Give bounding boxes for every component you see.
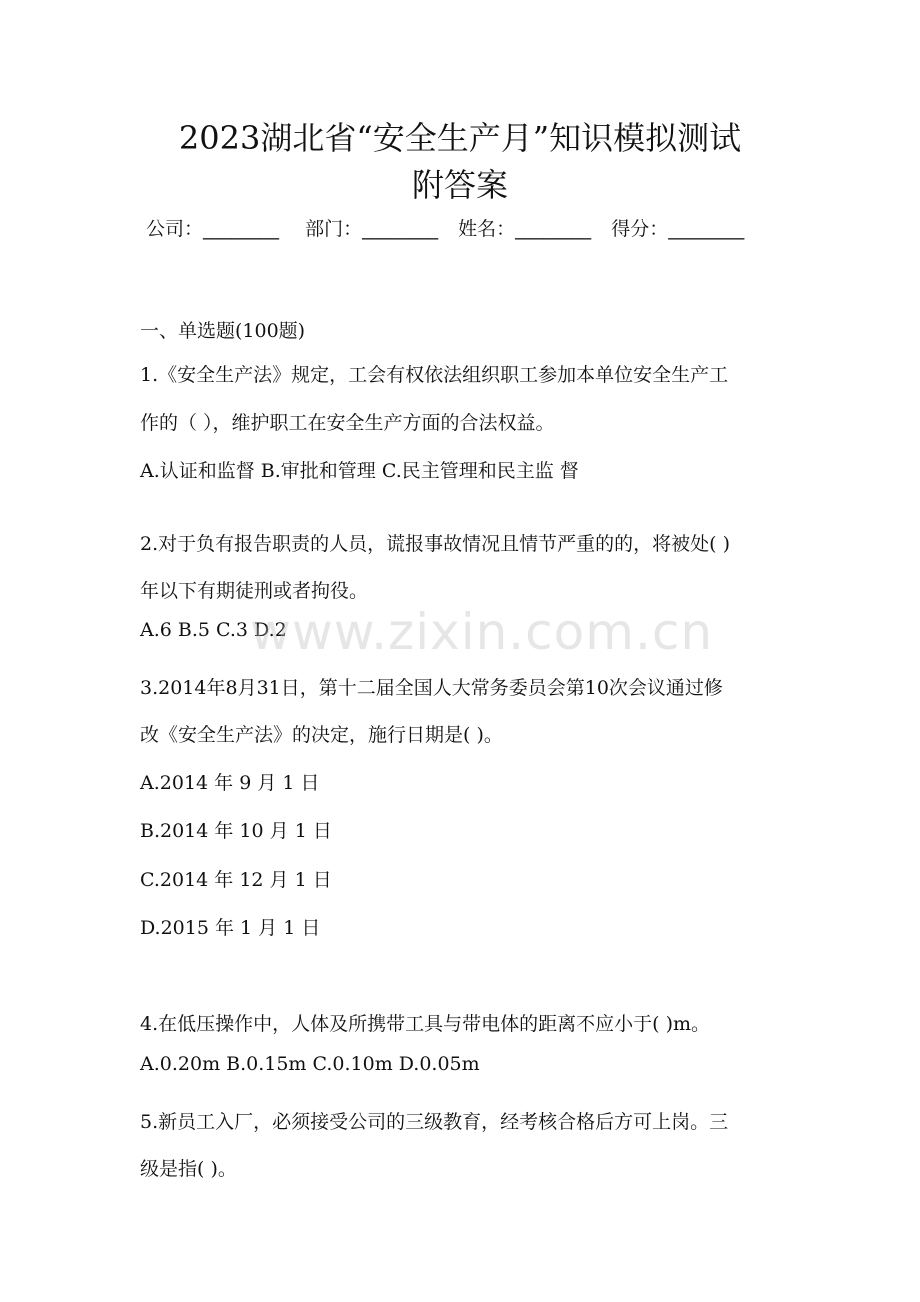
question-3-option-b: B.2014 年 10 月 1 日	[140, 820, 332, 842]
section-heading: 一、单选题(100题)	[140, 320, 306, 342]
question-5-stem-line-2: 级是指( )。	[140, 1158, 237, 1180]
question-1-options: A.认证和监督 B.审批和管理 C.民主管理和民主监 督	[140, 460, 579, 482]
document-title-continued: 附答案	[411, 166, 508, 204]
company-field: 公司：________	[146, 218, 280, 240]
question-5-stem-line-1: 5.新员工入厂，必须接受公司的三级教育，经考核合格后方可上岗。三	[140, 1111, 729, 1133]
question-2-options: A.6 B.5 C.3 D.2	[140, 619, 287, 641]
question-4-options: A.0.20m B.0.15m C.0.10m D.0.05m	[140, 1053, 480, 1075]
info-fields	[146, 216, 786, 242]
question-1-stem-line-2: 作的（ ），维护职工在安全生产方面的合法权益。	[140, 412, 555, 434]
watermark: www.zixin.com.cn	[250, 603, 714, 661]
question-3-option-c: C.2014 年 12 月 1 日	[140, 869, 332, 891]
question-1-stem-line-1: 1.《安全生产法》规定，工会有权依法组织职工参加本单位安全生产工	[140, 364, 729, 386]
question-3-option-d: D.2015 年 1 月 1 日	[140, 917, 321, 939]
department-field: 部门：________	[305, 218, 439, 240]
score-field: 得分：________	[611, 218, 745, 240]
question-2-stem-line-1: 2.对于负有报告职责的人员，谎报事故情况且情节严重的的，将被处( )	[140, 533, 730, 555]
name-field: 姓名：________	[458, 218, 592, 240]
question-3-option-a: A.2014 年 9 月 1 日	[140, 772, 320, 794]
question-3-stem-line-1: 3.2014年8月31日，第十二届全国人大常务委员会第10次会议通过修	[140, 677, 723, 699]
document-title: 2023湖北省“安全生产月”知识模拟测试	[178, 119, 742, 157]
question-2-stem-line-2: 年以下有期徒刑或者拘役。	[140, 580, 369, 602]
question-3-stem-line-2: 改《安全生产法》的决定，施行日期是( )。	[140, 724, 503, 746]
question-4-stem-line-1: 4.在低压操作中，人体及所携带工具与带电体的距离不应小于( )m。	[140, 1013, 711, 1035]
